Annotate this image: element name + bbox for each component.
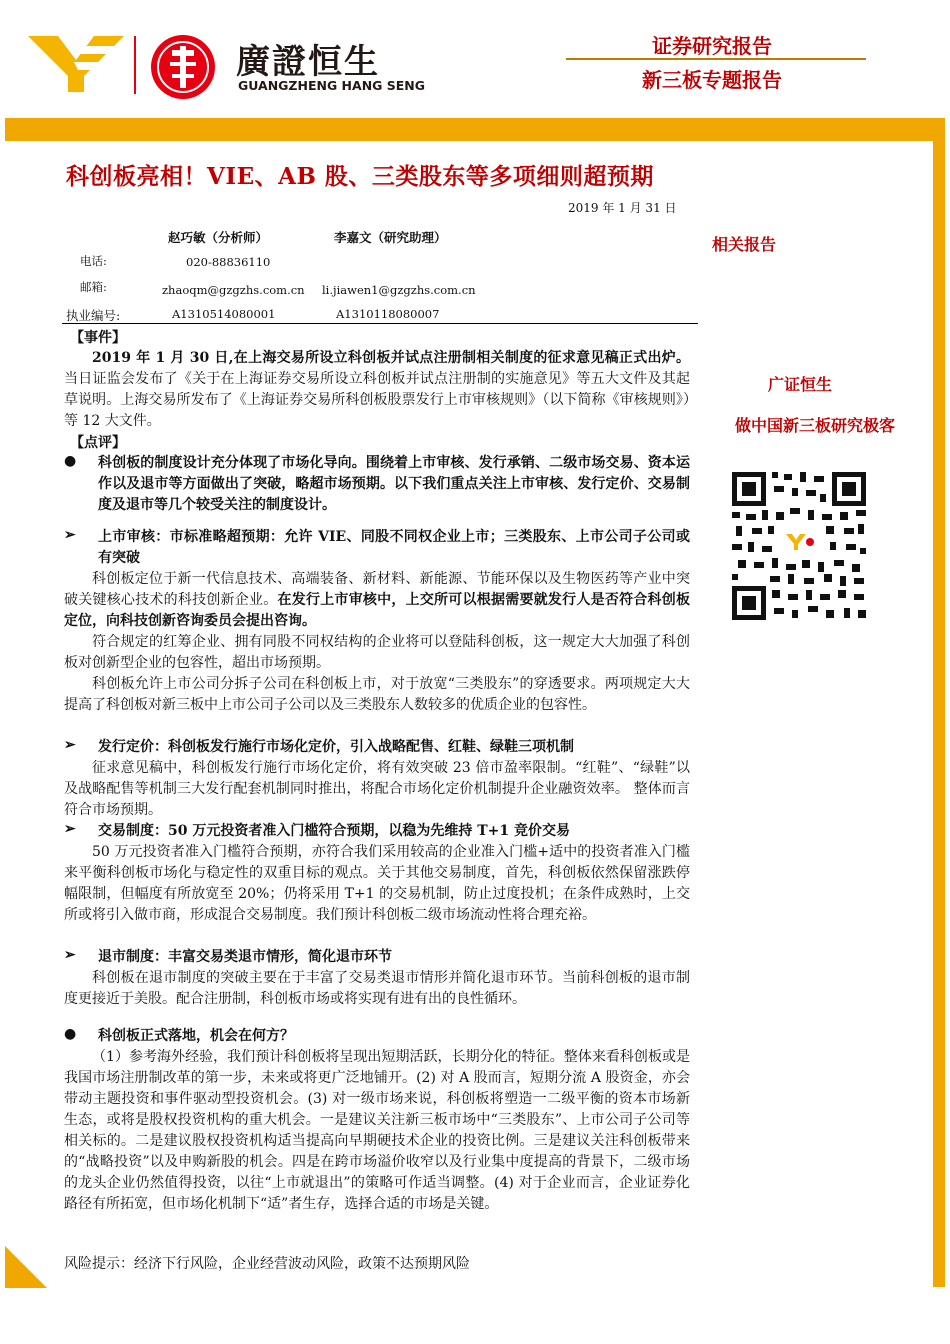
event-paragraph: [64, 348, 690, 432]
analyst-phone: 020-88836110: [186, 255, 271, 269]
arrow-icon: ➢: [64, 821, 76, 837]
sidebar-brand: 广证恒生: [767, 375, 832, 394]
email-label: 邮箱:: [80, 280, 107, 294]
logo-separator: [134, 36, 136, 94]
analyst-1-name: 赵巧敏（分析师）: [168, 230, 269, 245]
corner-triangle: [5, 1246, 47, 1288]
analyst-1-email[interactable]: zhaoqm@gzgzhs.com.cn: [162, 283, 305, 297]
section-delisting-heading: 退市制度：丰富交易类退市情形，简化退市环节: [98, 949, 392, 965]
risk-warning: 风险提示：经济下行风险，企业经营波动风险，政策不达预期风险: [64, 1256, 470, 1272]
report-type: 证券研究报告: [652, 34, 772, 58]
brand-name-en: GUANGZHENG HANG SENG: [238, 78, 426, 93]
event-lead: 2019 年 1 月 30 日,在上海交易所设立科创板并试点注册制相关制度的征求意见稿正式出炉。: [92, 350, 690, 366]
pricing-paragraph: 征求意见稿中，科创板发行施行市场化定价，将有效突破 23 倍市盈率限制。“红鞋”、“绿鞋”以及战略配售等机制三大发行配套机制同时推出，将配合市场化定价机制提升企业融资效率。 整体而言符合市场预期。: [64, 760, 690, 818]
section-pricing-heading: 发行定价：科创板发行施行市场化定价，引入战略配售、红鞋、绿鞋三项机制: [98, 739, 574, 755]
report-title: 科创板亮相！VIE、AB 股、三类股东等多项细则超预期: [66, 163, 654, 190]
listing-review-p2: 符合规定的红筹企业、拥有同股不同权结构的企业将可以登陆科创板，这一规定大大加强了科创板对创新型企业的包容性，超出市场预期。: [64, 634, 690, 671]
report-subtype: 新三板专题报告: [642, 68, 782, 92]
arrow-icon: ➢: [64, 737, 76, 753]
delisting-paragraph: 科创板在退市制度的突破主要在于丰富了交易类退市情形并简化退市环节。当前科创板的退市制度更接近于美股。配合注册制，科创板市场或将实现有进有出的良性循环。: [64, 970, 690, 1007]
event-text: 当日证监会发布了《关于在上海证券交易所设立科创板并试点注册制的实施意见》等五大文件及其起草说明。上海交易所发布了《上海证券交易所科创板股票发行上市审核规则》（以下简称《审核规则》）等 12 大文件。: [64, 371, 690, 429]
company-logo-mark: [28, 32, 124, 92]
listing-review-p1: [64, 569, 690, 632]
listing-review-p3: 科创板允许上市公司分拆子公司在科创板上市，对于放宽“三类股东”的穿透要求。两项规定大大提高了科创板对新三板中上市公司子公司以及三类股东人数较多的优质企业的包容性。: [64, 676, 690, 713]
point-1: 科创板的制度设计充分体现了市场化导向。围绕着上市审核、发行承销、二级市场交易、资本运作以及退市等方面做出了突破，略超市场预期。以下我们重点关注上市审核、发行定价、交易制度及退市等几个较受关注的制度设计。: [98, 455, 690, 513]
section-listing-review-heading: 上市审核：市标准略超预期：允许 VIE、同股不同权企业上市；三类股东、上市公司子公司或有突破: [98, 529, 690, 566]
event-heading: 【事件】: [70, 330, 126, 346]
phone-label: 电话:: [80, 254, 107, 268]
listing-review-p1-text: 科创板定位于新一代信息技术、高端装备、新材料、新能源、节能环保以及生物医药等产业中突破关键核心技术的科技创新企业。: [64, 571, 690, 608]
analyst-2-cert: A1310118080007: [336, 307, 440, 321]
analyst-2-email[interactable]: li.jiawen1@gzgzhs.com.cn: [322, 283, 476, 297]
trading-paragraph: 50 万元投资者准入门槛符合预期，亦符合我们采用较高的企业准入门槛+适中的投资者准入门槛来平衡科创板市场化与稳定性的双重目标的观点。关于其他交易制度，首先，科创板依然保留涨跌停幅限制，但幅度有所放宽至 20%；仍将采用 T+1 的交易机制，防止过度投机；在条件成熟时，上交所或将引入做市商，形成混合交易制度。我们预计科创板二级市场流动性将合理充裕。: [64, 844, 690, 923]
report-date: 2019 年 1 月 31 日: [568, 201, 677, 215]
qr-code[interactable]: [730, 470, 868, 622]
opportunity-paragraph: （1）参考海外经验，我们预计科创板将呈现出短期活跃，长期分化的特征。整体来看科创板或是我国市场注册制改革的第一步，未来或将更广泛地铺开。(2) 对 A 股而言，短期分流 A 股资金，亦会带动主题投资和事件驱动型投资机会。(3) 对一级市场来说，科创板将塑造一二级平衡的资本市场新生态，或将是股权投资机构的重大机会。一是建议关注新三板市场中“三类股东”、上市公司子公司等相关标的。二是建议股权投资机构适当提高向早期硬技术企业的投资比例。三是建议关注科创板带来的“战略投资”以及申购新股的机会。四是在跨市场溢价收窄以及行业集中度提高的背景下，二级市场的龙头企业仍然值得投资，以往“上市就退出”的策略可作适当调整。(4) 对于企业而言，企业证券化路径有所拓宽，但市场化机制下“适”者生存，选择合适的市场是关键。: [64, 1049, 690, 1212]
company-seal-logo: [150, 34, 216, 100]
header-rule: [566, 58, 866, 60]
header-band: [5, 118, 945, 141]
cert-label: 执业编号:: [66, 308, 121, 323]
brand-name-cn: 廣證恒生: [236, 42, 380, 82]
sidebar-slogan: 做中国新三板研究极客: [734, 416, 895, 435]
arrow-icon: ➢: [64, 527, 76, 543]
listing-review-p1-bold: 在发行上市审核中，上交所可以根据需要就发行人是否符合科创板定位，向科技创新咨询委员会提出咨询。: [64, 592, 691, 629]
analyst-2-name: 李嘉文（研究助理）: [334, 230, 447, 245]
bullet-icon: ●: [64, 1026, 77, 1042]
section-trading-heading: 交易制度：50 万元投资者准入门槛符合预期，以稳为先维持 T+1 竞价交易: [98, 823, 570, 839]
info-divider: [62, 323, 698, 324]
arrow-icon: ➢: [64, 947, 76, 963]
analyst-1-cert: A1310514080001: [172, 307, 276, 321]
point-2: 科创板正式落地，机会在何方？: [98, 1028, 294, 1044]
review-heading: 【点评】: [70, 435, 126, 451]
right-edge-band: [933, 141, 945, 1287]
related-reports-heading: 相关报告: [712, 235, 777, 254]
bullet-icon: ●: [64, 453, 77, 469]
